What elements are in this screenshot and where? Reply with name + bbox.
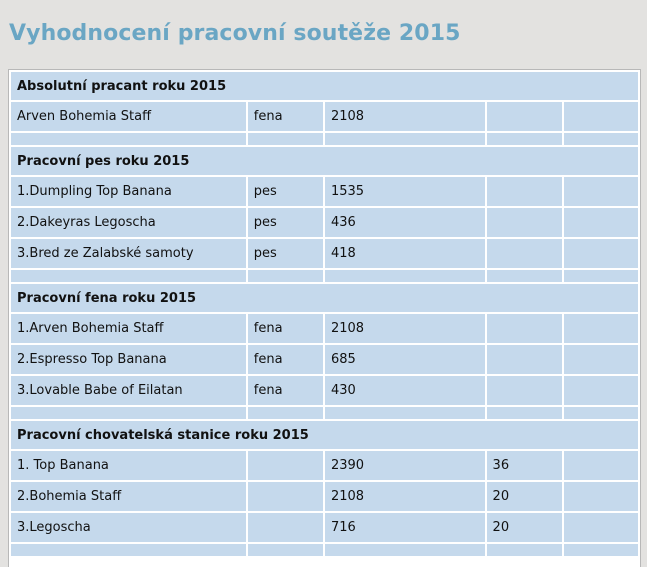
cell-empty [564,451,638,480]
cell-extra [487,102,562,131]
cell-name: 3.Legoscha [11,513,246,542]
section-heading: Absolutní pracant roku 2015 [11,72,638,100]
table-row [11,102,638,131]
table-row [11,208,638,237]
cell-extra [487,376,562,405]
cell-extra [487,208,562,237]
cell-type [248,513,323,542]
cell-extra: 20 [487,482,562,511]
cell-points: 418 [325,239,485,268]
cell-points: 2108 [325,314,485,343]
cell-type: fena [248,376,323,405]
cell-empty [564,177,638,206]
results-table-container [8,69,641,567]
section-heading: Pracovní pes roku 2015 [11,147,638,175]
cell-type: fena [248,314,323,343]
cell-empty [564,239,638,268]
cell-points: 2108 [325,482,485,511]
cell-empty [564,345,638,374]
cell-extra [487,314,562,343]
cell-type: fena [248,102,323,131]
cell-name: 3.Lovable Babe of Eilatan [11,376,246,405]
table-row [11,482,638,511]
table-row [11,239,638,268]
spacer-row [11,407,638,419]
cell-name: 1.Dumpling Top Banana [11,177,246,206]
cell-type: fena [248,345,323,374]
cell-extra [487,345,562,374]
cell-points: 2108 [325,102,485,131]
table-row [11,177,638,206]
cell-points: 2390 [325,451,485,480]
table-row [11,451,638,480]
cell-empty [564,102,638,131]
section-heading-row [11,421,638,449]
table-row [11,513,638,542]
cell-name: 2.Espresso Top Banana [11,345,246,374]
cell-extra [487,239,562,268]
table-row [11,314,638,343]
table-row [11,345,638,374]
cell-name: 3.Bred ze Zalabské samoty [11,239,246,268]
spacer-row [11,544,638,556]
cell-name: Arven Bohemia Staff [11,102,246,131]
cell-name: 1.Arven Bohemia Staff [11,314,246,343]
cell-points: 430 [325,376,485,405]
spacer-row [11,270,638,282]
section-heading-row [11,72,638,100]
cell-points: 716 [325,513,485,542]
cell-type [248,451,323,480]
section-heading: Pracovní chovatelská stanice roku 2015 [11,421,638,449]
cell-empty [564,314,638,343]
cell-name: 2.Bohemia Staff [11,482,246,511]
results-table [9,70,640,558]
cell-points: 1535 [325,177,485,206]
cell-extra: 36 [487,451,562,480]
page-title: Vyhodnocení pracovní soutěže 2015 [9,21,461,46]
cell-type: pes [248,239,323,268]
cell-empty [564,482,638,511]
cell-extra: 20 [487,513,562,542]
cell-empty [564,208,638,237]
table-row [11,376,638,405]
cell-empty [564,376,638,405]
cell-type: pes [248,208,323,237]
section-heading-row [11,284,638,312]
section-heading: Pracovní fena roku 2015 [11,284,638,312]
spacer-row [11,133,638,145]
cell-name: 2.Dakeyras Legoscha [11,208,246,237]
cell-points: 685 [325,345,485,374]
cell-empty [564,513,638,542]
section-heading-row [11,147,638,175]
cell-extra [487,177,562,206]
cell-name: 1. Top Banana [11,451,246,480]
cell-type: pes [248,177,323,206]
cell-type [248,482,323,511]
cell-points: 436 [325,208,485,237]
